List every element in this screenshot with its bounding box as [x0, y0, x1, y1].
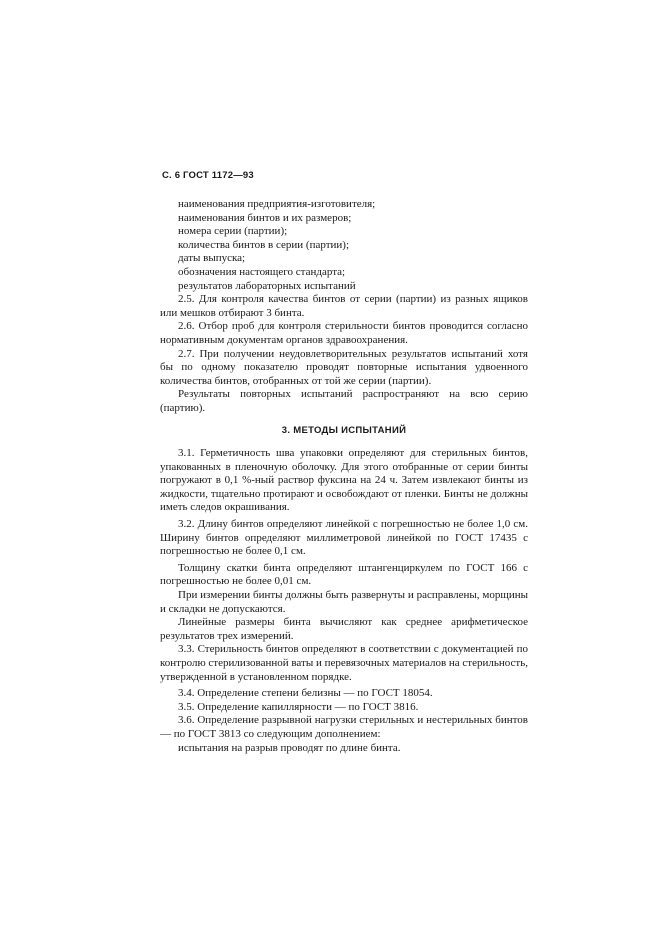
- document-body: [160, 198, 528, 755]
- paragraph-2-6: 2.6. Отбор проб для контроля стерильности бинтов проводится согласно нормативным документам органов здравоохранения.: [160, 320, 528, 346]
- paragraph-3-6-addition: испытания на разрыв проводят по длине бинта.: [178, 741, 401, 754]
- paragraph-2-5: 2.5. Для контроля качества бинтов от серии (партии) из разных ящиков или мешков отбирают 3 бинта.: [160, 293, 528, 319]
- list-item: номера серии (партии);: [178, 225, 288, 238]
- paragraph-3-3: 3.3. Стерильность бинтов определяют в соответствии с документацией по контролю стерилизованной ваты и перевязочных материалов на стерильность, утвержденной в установленном порядке.: [160, 643, 529, 683]
- paragraph-3-2-average: Линейные размеры бинта вычисляют как среднее арифметическое результатов трех измерений.: [160, 616, 528, 642]
- paragraph-3-1: 3.1. Герметичность шва упаковки определяют для стерильных бинтов, упакованных в пленочную оболочку. Для этого отобранные от серии бинты погружают в 0,1 %-ный раствор фуксина на 24 ч. Затем извлекают бинты из жидкости, тщательно протирают и освобождают от пленки. Бинты не должны иметь следов окрашивания.: [160, 447, 528, 514]
- list-item: наименования бинтов и их размеров;: [178, 211, 352, 224]
- paragraph-2-7-results: Результаты повторных испытаний распространяют на всю серию (партию).: [160, 388, 528, 414]
- paragraph-3-2-thickness: Толщину скатки бинта определяют штангенциркулем по ГОСТ 166 с погрешностью не более 0,01 см.: [160, 561, 528, 588]
- paragraph-3-2: 3.2. Длину бинтов определяют линейкой с погрешностью не более 1,0 см. Ширину бинтов определяют миллиметровой линейкой по ГОСТ 17435 с погрешностью не более 0,1 см.: [160, 518, 528, 558]
- section-title: 3. МЕТОДЫ ИСПЫТАНИЙ: [281, 424, 407, 436]
- paragraph-3-6: 3.6. Определение разрывной нагрузки стерильных и нестерильных бинтов — по ГОСТ 3813 со следующим дополнением:: [160, 714, 528, 740]
- paragraph-3-4: 3.4. Определение степени белизны — по ГОСТ 18054.: [178, 687, 433, 700]
- paragraph-3-5: 3.5. Определение капиллярности — по ГОСТ 3816.: [178, 700, 419, 713]
- list-item: обозначения настоящего стандарта;: [178, 265, 346, 278]
- paragraph-3-2-measurement: При измерении бинты должны быть развернуты и расправлены, морщины и складки не допускаются.: [160, 589, 528, 615]
- paragraph-2-7: 2.7. При получении неудовлетворительных результатов испытаний хотя бы по одному показателю проводят повторные испытания удвоенного количества бинтов, отобранных от той же серии (партии).: [160, 347, 528, 387]
- list-item: количества бинтов в серии (партии);: [178, 238, 350, 251]
- page-header: С. 6 ГОСТ 1172—93: [162, 170, 254, 181]
- list-item: даты выпуска;: [178, 252, 246, 265]
- list-item: результатов лабораторных испытаний: [178, 279, 356, 292]
- list-item: наименования предприятия-изготовителя;: [178, 198, 376, 210]
